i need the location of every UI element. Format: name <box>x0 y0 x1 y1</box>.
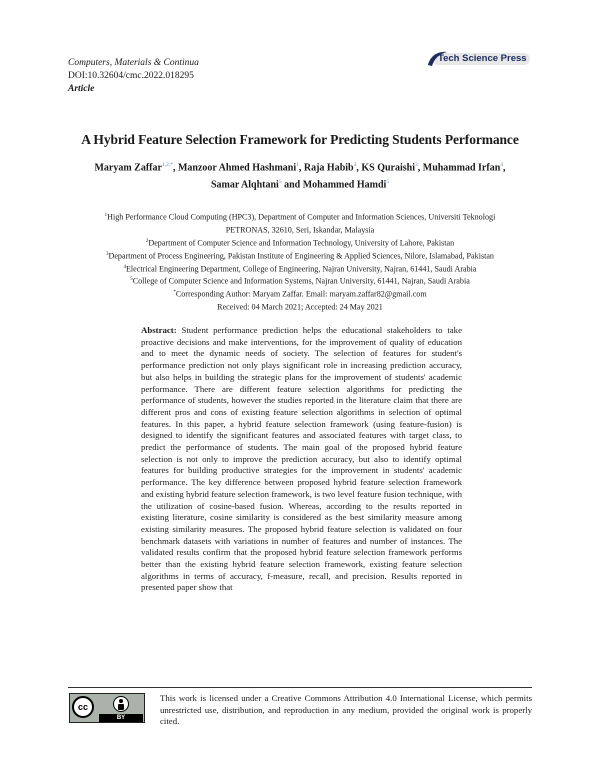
affiliation-line <box>60 249 540 262</box>
author-name: Mohammed Hamdi <box>302 179 387 191</box>
affiliation-text: Department of Computer Science and Information Technology, University of Lahore, Pakistan <box>148 238 455 248</box>
author-affiliation-mark[interactable]: 4 <box>500 162 504 168</box>
author-separator: , <box>503 162 506 174</box>
affiliation-text: High Performance Cloud Computing (HPC3), Department of Computer and Information Sciences, Universiti Teknologi <box>107 212 496 222</box>
affiliation-text: Electrical Engineering Department, College of Engineering, Najran University, Najran, 61441, Saudi Arabia <box>125 264 477 274</box>
affiliation-line <box>60 300 540 313</box>
affiliation-text: Received: 04 March 2021; Accepted: 24 May 2021 <box>217 302 383 312</box>
author-list <box>60 158 540 193</box>
author-name: Raja Habib <box>303 162 354 174</box>
by-label: BY <box>99 714 143 722</box>
affiliation-mark: * <box>173 290 176 296</box>
affiliation-line <box>60 287 540 300</box>
author-name: Muhammad Irfan <box>422 162 501 174</box>
author-name: Samar Alqhtani <box>210 179 279 191</box>
author-separator: , <box>356 162 362 174</box>
publisher-name: Tech Science Press <box>438 53 527 64</box>
affiliation-mark: 2 <box>145 238 149 244</box>
affiliation-mark: 5 <box>130 277 133 283</box>
author-affiliation-mark[interactable]: 3 <box>353 162 357 168</box>
paper-title: A Hybrid Feature Selection Framework for Predicting Students Performance <box>81 132 519 147</box>
author-name: Maryam Zaffar <box>94 162 162 174</box>
author-affiliation-mark[interactable]: 3 <box>415 162 418 168</box>
author-name: KS Quraishi <box>361 162 415 174</box>
affiliation-line <box>60 210 540 223</box>
affiliation-mark: 1 <box>104 213 108 218</box>
cc-by-badge[interactable] <box>69 693 145 723</box>
footer-rule <box>68 687 532 688</box>
affiliation-line <box>60 223 540 236</box>
journal-name: Computers, Materials & Continua <box>68 58 199 68</box>
author-affiliation-mark[interactable]: 1,2,* <box>161 162 173 168</box>
doi[interactable]: DOI:10.32604/cmc.2022.018295 <box>68 71 194 81</box>
affiliation-text: PETRONAS, 32610, Seri, Iskandar, Malaysia <box>225 225 375 235</box>
abstract-text: Student performance prediction helps the educational stakeholders to take proactive decisions and make interventions, for the improvement of quality of education and to meet the dynamic needs of society. The selection of features for student's performance prediction not only plays significant role in increasing prediction accuracy, but also helps in building the strategic plans for the improvement of students' academic performance. There are different feature selection algorithms for predicting the performance of students, however the studies reported in the literature claim that there are different pros and cons of existing feature selection algorithms in selection of optimal features. In this paper, a hybrid feature selection framework (using feature-fusion) is designed to identify the significant features and associated features with target class, to predict the performance of students. The main goal of the proposed hybrid feature selection is not only to improve the prediction accuracy, but also to identify optimal features for building productive strategies for the improvement in students' academic performance. The key difference between proposed hybrid feature selection framework and existing hybrid feature selection framework, is two level feature fusion technique, with the utilization of cosine-based fusion. Whereas, according to the results reported in existing literature, cosine similarity is considered as the best similarity measure among existing similarity measures. The proposed hybrid feature selection is validated on four benchmark datasets with variations in number of features and number of instances. The validated results confirm that the proposed hybrid feature selection framework performs better than the existing hybrid feature selection framework, existing feature selection algorithms in terms of accuracy, f-measure, recall, and precision. Results reported in presented paper show that <box>141 325 462 593</box>
affiliation-text: College of Computer Science and Information Systems, Najran University, 61441, Najran, Saudi Arabia <box>132 277 470 287</box>
affiliation-line <box>60 274 540 287</box>
affiliation-line <box>60 236 540 249</box>
author-separator: and <box>281 179 303 191</box>
affiliation-text: Department of Process Engineering, Pakistan Institute of Engineering & Applied Sciences, Nilore, Islamabad, Pakistan <box>108 251 494 261</box>
license-text: This work is licensed under a Creative Commons Attribution 4.0 International License, which permits unrestricted use, distribution, and reproduction in any medium, provided the original work is properly cited. <box>160 693 532 726</box>
author-name: Manzoor Ahmed Hashmani <box>177 162 297 174</box>
author-affiliation-mark[interactable]: 1 <box>296 162 299 168</box>
affiliation-mark: 4 <box>123 264 126 270</box>
journal-header <box>68 57 199 96</box>
affiliation-list <box>60 210 540 313</box>
abstract <box>141 325 462 594</box>
affiliation-mark: 3 <box>106 251 109 257</box>
author-separator: , <box>298 162 304 174</box>
author-affiliation-mark[interactable]: 5 <box>386 179 390 186</box>
cc-icon: cc <box>72 696 94 718</box>
abstract-label: Abstract: <box>141 325 177 335</box>
author-affiliation-mark[interactable]: 5 <box>278 179 282 186</box>
publisher-logo <box>426 50 532 68</box>
attribution-person-icon <box>113 696 129 712</box>
affiliation-text: Corresponding Author: Maryam Zaffar. Email: maryam.zaffar82@gmail.com <box>175 290 427 300</box>
author-separator: , <box>417 162 423 174</box>
author-separator: , <box>172 162 178 174</box>
article-type: Article <box>68 84 95 94</box>
affiliation-line <box>60 262 540 275</box>
